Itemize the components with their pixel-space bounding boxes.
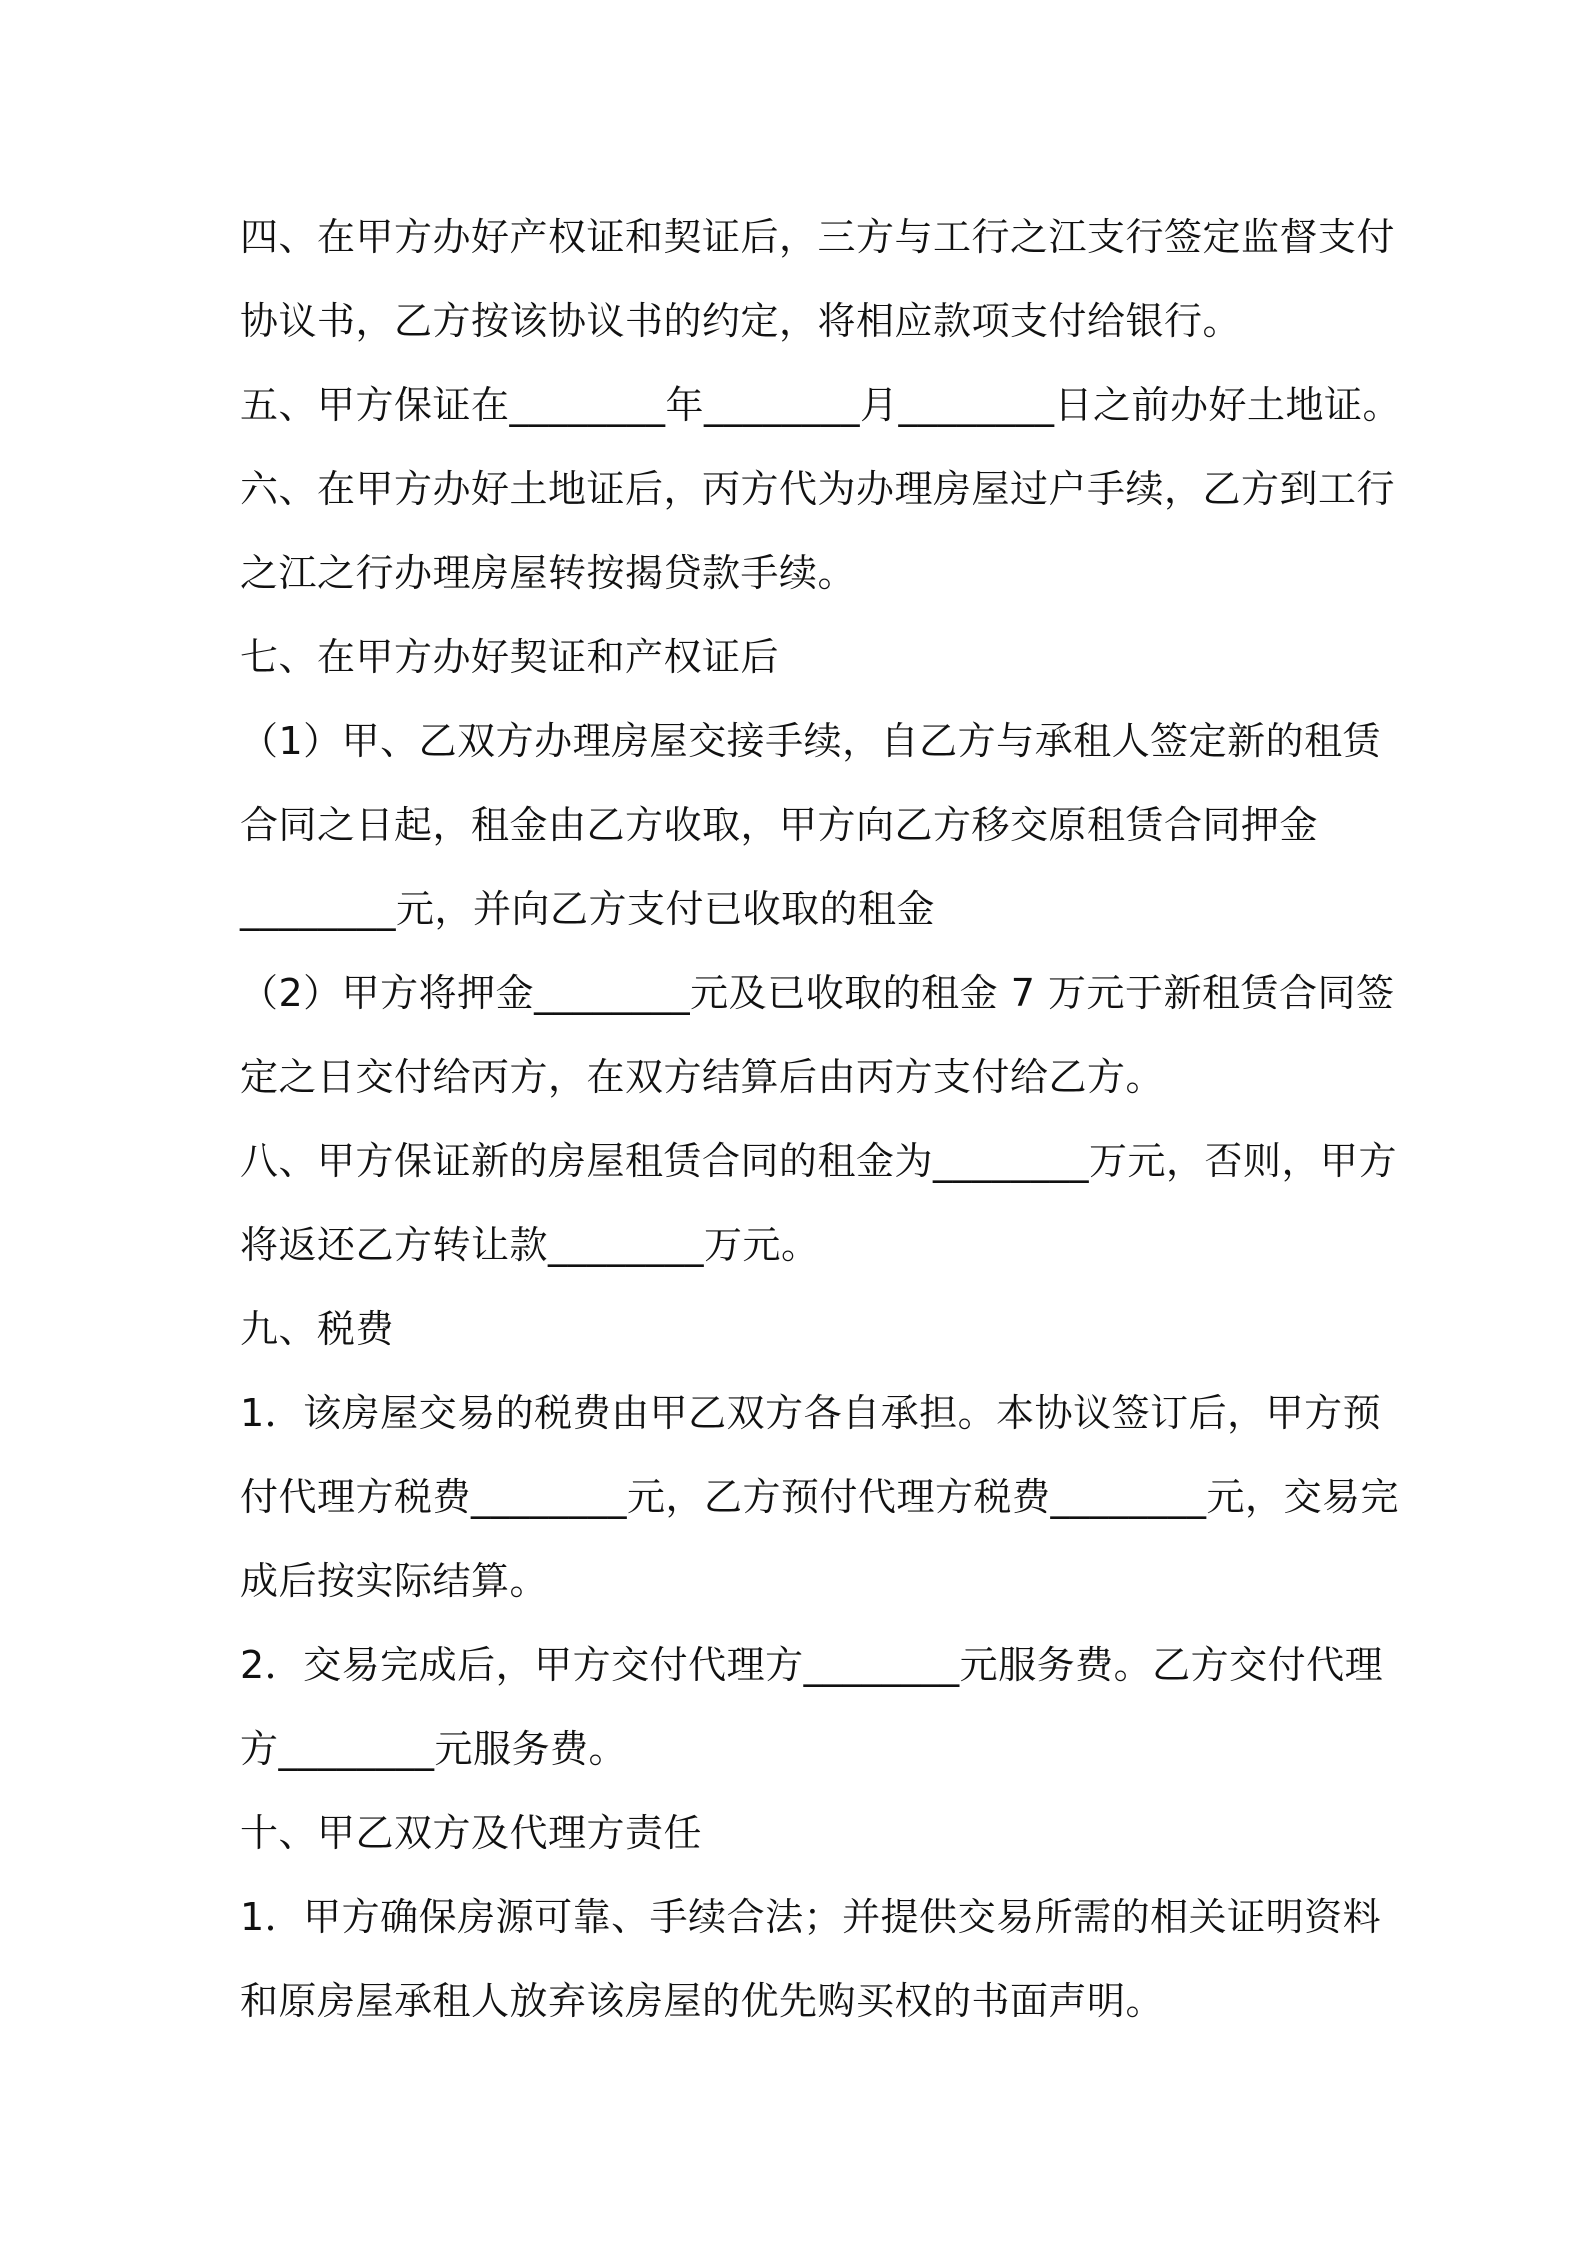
clause-8-line-2: 将返还乙方转让款________万元。: [240, 1223, 820, 1267]
clause-6-line-2: 之江之行办理房屋转按揭贷款手续。: [240, 551, 857, 595]
clause-7-item-2-line-1: （2）甲方将押金________元及已收取的租金 7 万元于新租赁合同签: [240, 971, 1395, 1015]
clause-7-item-1-line-1: （1）甲、乙双方办理房屋交接手续，自乙方与承租人签定新的租赁: [240, 719, 1382, 763]
clause-9-item-1-line-1: 1．该房屋交易的税费由甲乙双方各自承担。本协议签订后，甲方预: [240, 1391, 1382, 1435]
clause-6-line-1: 六、在甲方办好土地证后，丙方代为办理房屋过户手续，乙方到工行: [240, 467, 1396, 511]
clause-9-item-2-line-2: 方________元服务费。: [240, 1727, 628, 1771]
document-body: [240, 195, 1402, 2043]
clause-7-heading: 七、在甲方办好契证和产权证后: [240, 635, 780, 679]
clause-10-item-1-line-2: 和原房屋承租人放弃该房屋的优先购买权的书面声明。: [240, 1979, 1165, 2023]
clause-9-heading: 九、税费: [240, 1307, 395, 1351]
clause-10-heading: 十、甲乙双方及代理方责任: [240, 1811, 703, 1855]
clause-5-line-1: 五、甲方保证在________年________月________日之前办好土地证。: [240, 383, 1402, 427]
clause-7-item-2-line-2: 定之日交付给丙方，在双方结算后由丙方支付给乙方。: [240, 1055, 1165, 1099]
clause-7-item-1-line-2: 合同之日起，租金由乙方收取，甲方向乙方移交原租赁合同押金: [240, 803, 1319, 847]
clause-8-line-1: 八、甲方保证新的房屋租赁合同的租金为________万元，否则，甲方: [240, 1139, 1398, 1183]
clause-9-item-1-line-3: 成后按实际结算。: [240, 1559, 549, 1603]
clause-9-item-1-line-2: 付代理方税费________元，乙方预付代理方税费________元，交易完: [240, 1475, 1400, 1519]
clause-4-line-2: 协议书，乙方按该协议书的约定，将相应款项支付给银行。: [240, 299, 1242, 343]
clause-9-item-2-line-1: 2．交易完成后，甲方交付代理方________元服务费。乙方交付代理: [240, 1643, 1384, 1687]
clause-4-line-1: 四、在甲方办好产权证和契证后，三方与工行之江支行签定监督支付: [240, 215, 1396, 259]
clause-7-item-1-line-3: ________元，并向乙方支付已收取的租金: [240, 887, 936, 931]
clause-10-item-1-line-1: 1．甲方确保房源可靠、手续合法；并提供交易所需的相关证明资料: [240, 1895, 1382, 1939]
